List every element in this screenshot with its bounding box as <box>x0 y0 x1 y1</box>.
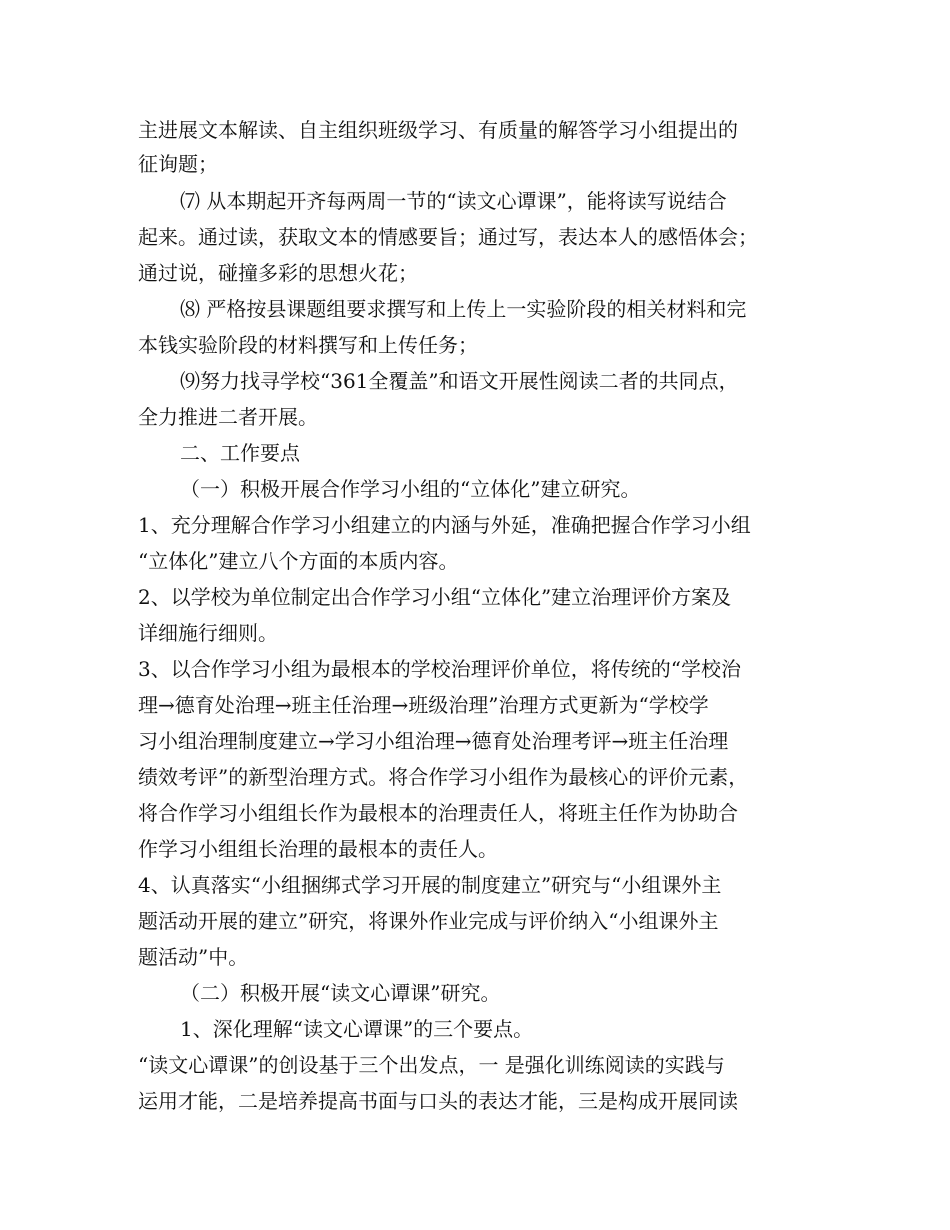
text-line: 4、认真落实“小组捆绑式学习开展的制度建立”研究与“小组课外主 <box>138 873 722 897</box>
text-line: 将合作学习小组组长作为最根本的治理责任人，将班主任作为协助合 <box>138 801 738 825</box>
subsection-heading: （二）积极开展“读文心谭课”研究。 <box>180 981 501 1005</box>
text-line: ⑼努力找寻学校“361全覆盖”和语文开展性阅读二者的共同点， <box>180 369 739 393</box>
text-line: ⑻ 严格按县课题组要求撰写和上传上一实验阶段的相关材料和完 <box>180 297 747 321</box>
text-line: 详细施行细则。 <box>138 621 278 645</box>
text-line: ⑺ 从本期起开齐每两周一节的“读文心谭课”，能将读写说结合 <box>180 189 727 213</box>
text-line: “立体化”建立八个方面的本质内容。 <box>138 549 459 573</box>
text-line: 题活动开展的建立”研究，将课外作业完成与评价纳入“小组课外主 <box>138 909 719 933</box>
text-line: 1、充分理解合作学习小组建立的内涵与外延，准确把握合作学习小组 <box>138 513 751 537</box>
text-line: 全力推进二者开展。 <box>138 405 318 429</box>
text-line: 题活动”中。 <box>138 945 249 969</box>
text-line: 本钱实验阶段的材料撰写和上传任务； <box>138 333 478 357</box>
subsection-heading: （一）积极开展合作学习小组的“立体化”建立研究。 <box>180 477 641 501</box>
text-line: 2、以学校为单位制定出合作学习小组“立体化”建立治理评价方案及 <box>138 585 732 609</box>
text-line: 运用才能，二是培养提高书面与口头的表达才能，三是构成开展同读 <box>138 1089 738 1113</box>
text-line: 1、深化理解“读文心谭课”的三个要点。 <box>180 1017 534 1041</box>
text-line: 起来。通过读，获取文本的情感要旨；通过写，表达本人的感悟体会； <box>138 225 758 249</box>
text-line: “读文心谭课”的创设基于三个出发点，一 是强化训练阅读的实践与 <box>138 1053 725 1077</box>
text-line: 作学习小组组长治理的最根本的责任人。 <box>138 837 498 861</box>
text-line: 通过说，碰撞多彩的思想火花； <box>138 261 418 285</box>
text-line: 习小组治理制度建立→学习小组治理→德育处治理考评→班主任治理 <box>138 729 729 753</box>
text-line: 3、以合作学习小组为最根本的学校治理评价单位，将传统的“学校治 <box>138 657 741 681</box>
text-line: 主进展文本解读、自主组织班级学习、有质量的解答学习小组提出的 <box>138 118 738 142</box>
text-line: 理→德育处治理→班主任治理→班级治理”治理方式更新为“学校学 <box>138 693 709 717</box>
text-line: 征询题； <box>138 152 218 176</box>
text-line: 绩效考评”的新型治理方式。将合作学习小组作为最核心的评价元素， <box>138 765 749 789</box>
section-heading: 二、工作要点 <box>180 441 300 465</box>
